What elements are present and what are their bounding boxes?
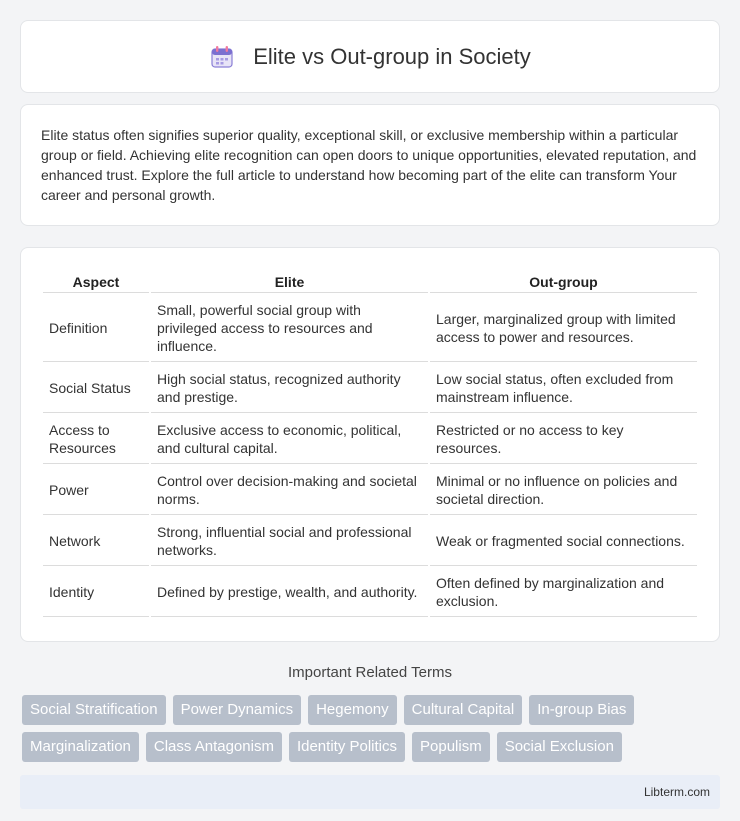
related-term-tag[interactable]: Hegemony [308,695,397,725]
related-terms-list [20,695,720,762]
column-header-outgroup: Out-group [430,270,697,293]
column-header-aspect: Aspect [43,270,149,293]
table-row [43,466,697,515]
cell-outgroup: Low social status, often excluded from mainstream influence. [430,364,697,413]
page-header [20,20,720,93]
cell-outgroup: Minimal or no influence on policies and societal direction. [430,466,697,515]
cell-elite: Control over decision-making and societal norms. [151,466,428,515]
intro-text: Elite status often signifies superior quality, exceptional skill, or exclusive membership within a particular group or field. Achieving elite recognition can open doors to unique opportunities, elevated reputation, and enhanced trust. Explore the full article to understand how becoming part of the elite can transform Your career and personal growth. [41,127,697,203]
table-row [43,568,697,617]
related-term-tag[interactable]: In-group Bias [529,695,634,725]
page-title: Elite vs Out-group in Society [253,43,531,69]
column-header-elite: Elite [151,270,428,293]
page-footer [20,775,720,809]
related-term-tag[interactable]: Identity Politics [289,732,405,762]
cell-outgroup: Weak or fragmented social connections. [430,517,697,566]
intro-card [20,104,720,226]
related-term-tag[interactable]: Social Stratification [22,695,166,725]
cell-aspect: Network [43,517,149,566]
calendar-icon [209,44,235,70]
table-header-row [43,270,697,293]
cell-elite: Small, powerful social group with privileged access to resources and influence. [151,295,428,362]
related-terms-title: Important Related Terms [288,664,452,681]
footer-site-link[interactable]: Libterm.com [643,785,710,799]
cell-aspect: Power [43,466,149,515]
cell-outgroup: Restricted or no access to key resources. [430,415,697,464]
related-term-tag[interactable]: Power Dynamics [173,695,302,725]
cell-aspect: Access to Resources [43,415,149,464]
cell-elite: High social status, recognized authority and prestige. [151,364,428,413]
related-term-tag[interactable]: Cultural Capital [404,695,523,725]
cell-aspect: Definition [43,295,149,362]
comparison-card [20,247,720,642]
table-row [43,517,697,566]
related-term-tag[interactable]: Marginalization [22,732,139,762]
related-term-tag[interactable]: Social Exclusion [497,732,622,762]
comparison-table [41,268,699,619]
cell-outgroup: Often defined by marginalization and exclusion. [430,568,697,617]
table-row [43,415,697,464]
table-row [43,295,697,362]
cell-elite: Exclusive access to economic, political, and cultural capital. [151,415,428,464]
related-term-tag[interactable]: Class Antagonism [146,732,282,762]
cell-aspect: Social Status [43,364,149,413]
related-term-tag[interactable]: Populism [412,732,490,762]
cell-elite: Defined by prestige, wealth, and authority. [151,568,428,617]
cell-elite: Strong, influential social and professional networks. [151,517,428,566]
cell-aspect: Identity [43,568,149,617]
cell-outgroup: Larger, marginalized group with limited access to power and resources. [430,295,697,362]
table-row [43,364,697,413]
